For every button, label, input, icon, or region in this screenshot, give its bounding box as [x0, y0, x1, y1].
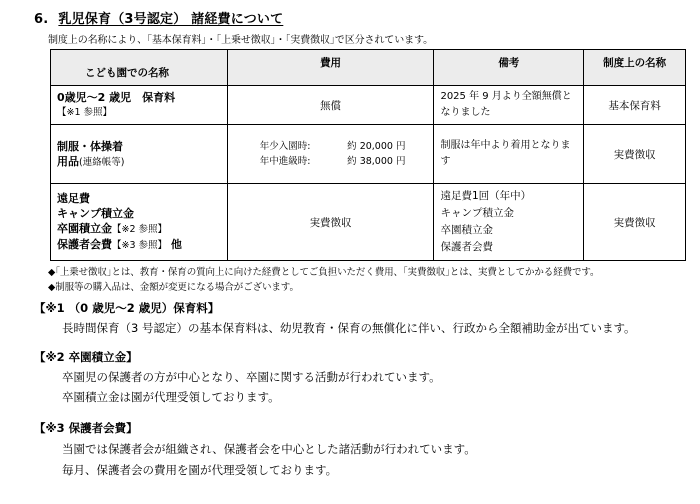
- note-line: キャンプ積立金: [440, 207, 514, 219]
- note-3-title: 【※3 保護者会費】: [34, 421, 138, 435]
- row-category: 実費徴収: [584, 184, 686, 261]
- section-heading: [34, 8, 283, 27]
- note-line: 卒園積立金: [440, 224, 493, 236]
- row-note-cell: [434, 184, 584, 261]
- fee-amount: 約 38,000 円: [347, 156, 406, 167]
- row-name-text: 保護者会費: [57, 238, 112, 251]
- row-name-etc: 他: [170, 238, 182, 251]
- header-note: 備考: [434, 50, 584, 86]
- fee-line: [228, 139, 434, 154]
- note-line: 保護者会費: [440, 241, 493, 253]
- note-2-body: 卒園積立金は園が代理受領しております。: [62, 390, 280, 404]
- row-category: 基本保育料: [584, 86, 686, 125]
- row-fee: 無償: [227, 86, 434, 125]
- note-1-title: 【※1 （0 歳児～2 歳児）保育料】: [34, 301, 220, 315]
- note-3-body: 当園では保護者会が組織され、保護者会を中心とした諸活動が行われています。: [62, 442, 476, 456]
- row-name-line: キャンプ積立金: [57, 207, 134, 220]
- header-name: こども園での名称: [51, 50, 228, 86]
- footnote: ◆｢上乗せ徴収｣とは、教育・保育の質向上に向けた経費としてご負担いただく費用、｢実費徴収｣とは、実費としてかかる経費です。: [48, 267, 600, 278]
- footnote: ◆制服等の購入品は、金額が変更になる場合がございます。: [48, 282, 299, 293]
- fee-line: [228, 154, 434, 169]
- row-note: 2025 年 9 月より全額無償となりました: [434, 86, 584, 125]
- fee-amount: 約 20,000 円: [347, 141, 406, 152]
- fees-table: [50, 49, 686, 261]
- note-2-body: 卒園児の保護者の方が中心となり、卒園に関する活動が行われています。: [62, 370, 441, 384]
- table-row: [51, 86, 686, 125]
- row-name-line: [57, 221, 221, 237]
- table-row: [51, 125, 686, 184]
- row-name-cell: [51, 184, 228, 261]
- row-name-line: 遠足費: [57, 192, 90, 205]
- row-fee: 実費徴収: [227, 184, 434, 261]
- row-name-ref: 【※3 参照】: [112, 240, 168, 251]
- row-note: 制服は年中より着用となります: [434, 125, 584, 184]
- note-2-title: 【※2 卒園積立金】: [34, 350, 138, 364]
- row-name-text: 卒園積立金: [57, 222, 112, 235]
- note-3-body: 毎月、保護者会の費用を園が代理受領しております。: [62, 463, 338, 477]
- row-name-ref: 【※2 参照】: [112, 224, 168, 235]
- table-row: [51, 184, 686, 261]
- fee-label: 年中進級時:: [259, 156, 311, 167]
- row-name-2-sub: (連絡帳等): [79, 156, 125, 168]
- header-category: 制度上の名称: [584, 50, 686, 86]
- row-name-2-main: 用品: [57, 154, 79, 168]
- row-name: 制服・体操着: [57, 139, 123, 153]
- row-name: 0歳児～2 歳児 保育料: [57, 91, 176, 104]
- table-header-row: [51, 50, 686, 86]
- row-category: 実費徴収: [584, 125, 686, 184]
- fee-label: 年少入園時:: [259, 141, 311, 152]
- row-fee-cell: [227, 125, 434, 184]
- row-name-cell: [51, 125, 228, 184]
- note-line: 遠足費1回（年中）: [440, 190, 532, 202]
- row-name-line: [57, 237, 221, 253]
- row-name-cell: [51, 86, 228, 125]
- header-fee: 費用: [227, 50, 434, 86]
- row-name-2: [57, 154, 221, 170]
- row-name-ref: 【※1 参照】: [57, 107, 113, 118]
- intro-text: 制度上の名称により、｢基本保育料｣・｢上乗せ徴収｣・｢実費徴収｣で区分されています。: [48, 35, 433, 46]
- note-1-body: 長時間保育（3 号認定）の基本保育料は、幼児教育・保育の無償化に伴い、行政から全額補助金が出ています。: [62, 321, 636, 335]
- section-number: 6.: [34, 12, 49, 27]
- section-title: 乳児保育（3号認定） 諸経費について: [58, 12, 284, 27]
